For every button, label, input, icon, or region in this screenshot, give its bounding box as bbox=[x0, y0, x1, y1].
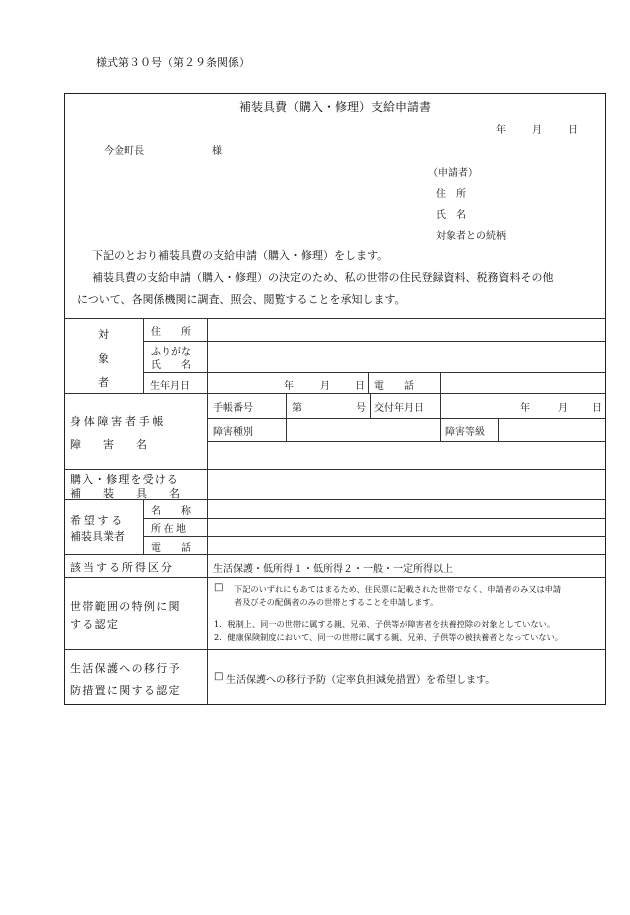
addressee-honorific: 様 bbox=[212, 146, 222, 157]
applicant-heading: （申請者） bbox=[428, 168, 478, 179]
date-day: 日 bbox=[568, 125, 578, 136]
body-text-line2: 補装具費の支給申請（購入・修理）の決定のため、私の世帯の住民登録資料、税務資料その他 bbox=[92, 271, 554, 284]
issue-year: 年 bbox=[520, 403, 530, 414]
form-title: 補装具費（購入・修理）支給申請書 bbox=[238, 100, 431, 114]
handbook-number-suffix: 号 bbox=[356, 403, 366, 414]
income-options: 生活保護・低所得１・低所得２・一般・一定所得以上 bbox=[213, 564, 453, 575]
form-number: 様式第３０号（第２９条関係） bbox=[96, 56, 250, 69]
welfare-label-1: 生活保護への移行予 bbox=[70, 662, 181, 675]
body-text-line1: 下記のとおり補装具費の支給申請（購入・修理）をします。 bbox=[92, 249, 389, 262]
income-label: 該当する所得区分 bbox=[70, 561, 174, 574]
household-condition-1: 1．税制上、同一の世帯に属する親、兄弟、子供等が障害者を扶養控除の対象としていない。 bbox=[214, 619, 555, 629]
subject-label-3: 者 bbox=[98, 376, 109, 389]
subject-birth-day: 日 bbox=[355, 381, 365, 392]
household-text-line2: 者及びその配偶者のみの世帯とすることを申請します。 bbox=[234, 597, 439, 607]
subject-label-1: 対 bbox=[98, 328, 109, 341]
handbook-number-label: 手帳番号 bbox=[213, 403, 253, 414]
vendor-name-label: 名 称 bbox=[151, 506, 191, 517]
subject-address-label: 住 所 bbox=[151, 327, 191, 338]
subject-birth-label: 生年月日 bbox=[150, 381, 190, 392]
applicant-relation-label: 対象者との続柄 bbox=[436, 231, 506, 242]
household-text-line1: 下記のいずれにもあてはまるため、住民票に記載された世帯でなく、申請者のみ又は申請 bbox=[234, 584, 562, 594]
device-label: 購入・修理を受ける bbox=[70, 473, 179, 486]
welfare-text: 生活保護への移行予防（定率負担減免措置）を希望します。 bbox=[226, 675, 496, 686]
household-checkbox[interactable]: □ bbox=[214, 582, 224, 593]
handbook-label: 身体障害者手帳 bbox=[70, 415, 167, 428]
household-condition-2: 2．健康保険制度において、同一の世帯に属する親、兄弟、子供等の被扶養者となっていない。 bbox=[214, 632, 563, 642]
device-name-label: 補 装 具 名 bbox=[70, 487, 180, 500]
vendor-location-label: 所在地 bbox=[151, 524, 189, 535]
vendor-label-2: 補装具業者 bbox=[70, 530, 125, 543]
household-label-1: 世帯範囲の特例に関 bbox=[70, 600, 181, 613]
subject-birth-year: 年 bbox=[284, 381, 294, 392]
household-label-2: する認定 bbox=[70, 618, 120, 631]
subject-phone-label: 電 話 bbox=[374, 381, 414, 392]
vendor-label-1: 希望する bbox=[70, 514, 125, 527]
welfare-label-2: 防措置に関する認定 bbox=[70, 684, 181, 697]
welfare-checkbox[interactable]: □ bbox=[214, 671, 224, 682]
vendor-phone-label: 電 話 bbox=[151, 543, 191, 554]
applicant-name-label: 氏 名 bbox=[436, 210, 466, 221]
subject-furigana-label: ふりがな bbox=[151, 347, 191, 358]
issue-date-label: 交付年月日 bbox=[374, 403, 424, 414]
subject-name-label: 氏 名 bbox=[151, 360, 191, 371]
applicant-address-label: 住 所 bbox=[436, 189, 466, 200]
date-month: 月 bbox=[532, 125, 542, 136]
date-year: 年 bbox=[496, 125, 506, 136]
disability-name-label: 障 害 名 bbox=[70, 438, 147, 451]
handbook-number-prefix: 第 bbox=[292, 403, 302, 414]
disability-grade-label: 障害等級 bbox=[445, 427, 485, 438]
disability-type-label: 障害種別 bbox=[213, 427, 253, 438]
body-text-line3: について、各関係機関に調査、照会、閲覧することを承知します。 bbox=[77, 293, 406, 306]
subject-label-2: 象 bbox=[98, 352, 109, 365]
issue-day: 日 bbox=[592, 403, 602, 414]
addressee-office: 今金町長 bbox=[104, 146, 144, 157]
subject-birth-month: 月 bbox=[320, 381, 330, 392]
issue-month: 月 bbox=[558, 403, 568, 414]
